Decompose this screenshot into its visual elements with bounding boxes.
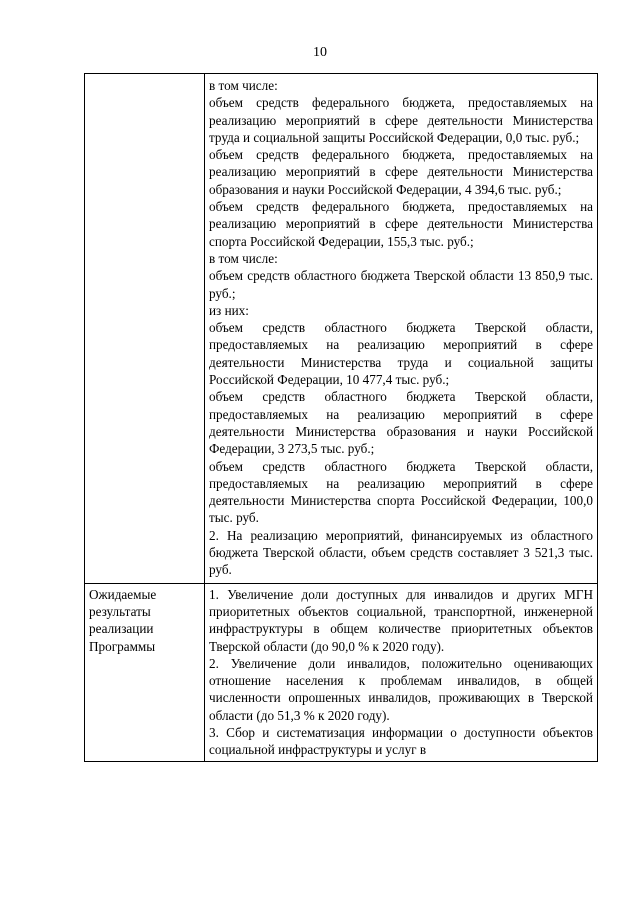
paragraph: 3. Сбор и систематизация информации о доступности объектов социальной инфраструктуры и услуг в	[209, 724, 593, 758]
paragraph: 2. Увеличение доли инвалидов, положительно оценивающих отношение населения к проблемам инвалидов, в общей численности опрошенных инвалидов, проживающих в Тверской области (до 51,3 % к 2020 году).	[209, 655, 593, 723]
row-label-text: Ожидаемые результаты реализации Программы	[89, 586, 157, 654]
paragraph: 1. Увеличение доли доступных для инвалидов и других МГН приоритетных объектов социальной, транспортной, инженерной инфраструктуры в общем количестве приоритетных объектов Тверской области (до 90,0 % к 2020 году).	[209, 586, 593, 654]
paragraph: объем средств областного бюджета Тверской области, предоставляемых на реализацию мероприятий в сфере деятельности Министерства образования и науки Российской Федерации, 3 273,5 тыс. руб.;	[209, 389, 593, 457]
row-label-expected-results	[85, 583, 205, 761]
table-row-expected-results	[85, 583, 598, 761]
paragraph: объем средств областного бюджета Тверской области, предоставляемых на реализацию мероприятий в сфере деятельности Министерства труда и социальной защиты Российской Федерации, 10 477,4 тыс. руб.;	[209, 320, 593, 388]
paragraph: объем средств федерального бюджета, предоставляемых на реализацию мероприятий в сфере деятельности Министерства образования и науки Российской Федерации, 4 394,6 тыс. руб.;	[209, 147, 593, 197]
paragraph: объем средств федерального бюджета, предоставляемых на реализацию мероприятий в сфере деятельности Министерства спорта Российской Федерации, 155,3 тыс. руб.;	[209, 199, 593, 249]
paragraph: объем средств федерального бюджета, предоставляемых на реализацию мероприятий в сфере деятельности Министерства труда и социальной защиты Российской Федерации, 0,0 тыс. руб.;	[209, 95, 593, 145]
paragraph: объем средств областного бюджета Тверской области, предоставляемых на реализацию мероприятий в сфере деятельности Министерства спорта Российской Федерации, 100,0 тыс. руб.	[209, 458, 593, 526]
paragraph: в том числе:	[209, 250, 278, 266]
program-passport-table	[84, 73, 598, 762]
row-content-expected-results	[205, 583, 598, 761]
page-number: 10	[313, 45, 327, 60]
row-label-financing	[85, 74, 205, 584]
row-content-financing	[205, 74, 598, 584]
table-row-financing	[85, 74, 598, 584]
paragraph: в том числе:	[209, 78, 278, 93]
paragraph: из них:	[209, 302, 249, 318]
paragraph: объем средств областного бюджета Тверской области 13 850,9 тыс. руб.;	[209, 268, 593, 301]
paragraph: 2. На реализацию мероприятий, финансируемых из областного бюджета Тверской области, объем средств составляет 3 521,3 тыс. руб.	[209, 527, 593, 578]
